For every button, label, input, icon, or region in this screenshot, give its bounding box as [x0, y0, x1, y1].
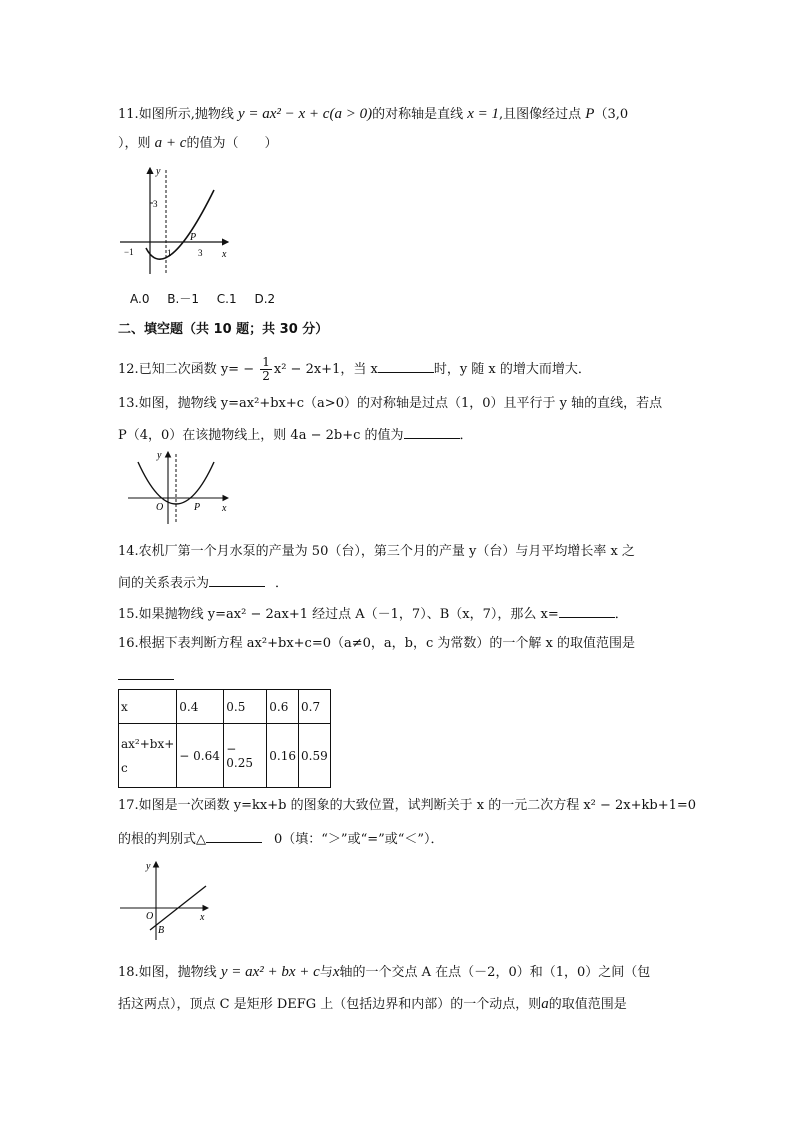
- q16-value-table: [118, 689, 331, 788]
- option-b[interactable]: B.－1: [167, 292, 199, 306]
- q14-line2: 间的关系表示为 ．: [118, 572, 288, 594]
- q11-parabola-figure: [116, 162, 236, 282]
- q17-line1: 17.如图是一次函数 y=kx+b 的图象的大致位置，试判断关于 x 的一元二次方程 x² − 2x+kb+1=0: [118, 798, 697, 813]
- answer-blank-12[interactable]: [378, 358, 434, 373]
- q17-line2: 的根的判别式△ 0（填：“＞”或“=”或“＜”）．: [118, 828, 444, 850]
- label-3-x: 3: [198, 248, 203, 258]
- fraction-half: $\frac{1}{2}$: [262, 355, 270, 383]
- point-b-label: B: [158, 925, 165, 936]
- y-label: y: [146, 861, 151, 872]
- option-c[interactable]: C.1: [216, 292, 237, 306]
- q16-line1: 16.根据下表判断方程 ax²+bx+c=0（a≠0，a，b，c 为常数）的一个解 x 的取值范围是: [118, 636, 635, 651]
- origin-label: O: [156, 502, 164, 513]
- q17-line-figure: [116, 858, 216, 944]
- label-3-y: 3: [153, 199, 158, 209]
- q14-line1: 14.农机厂第一个月水泵的产量为 50（台），第三个月的产量 y（台）与月平均增长率 x 之: [118, 544, 635, 559]
- q11-line1: 11.如图所示,抛物线 y = ax² − x + c(a > 0)的对称轴是直线 x = 1,且图像经过点 P（3,0: [118, 106, 629, 122]
- origin-label: O: [146, 911, 154, 922]
- q13-parabola-figure: [124, 448, 234, 526]
- option-d[interactable]: D.2: [254, 292, 276, 306]
- q18-line2: 括这两点），顶点 C 是矩形 DEFG 上（包括边界和内部）的一个动点，则a的取值范围是: [118, 996, 627, 1012]
- q11-line2: ），则 a + c的值为（ ）: [118, 135, 278, 151]
- answer-blank-14[interactable]: [209, 572, 265, 587]
- section-heading: 二、填空题（共 10 题；共 30 分）: [118, 322, 329, 337]
- answer-blank-16[interactable]: [118, 679, 174, 680]
- option-a[interactable]: A.0: [130, 292, 150, 306]
- table-row: ax²+bx+ c − 0.64 − 0.25 0.16 0.59: [119, 724, 331, 788]
- label-neg1: −1: [124, 247, 134, 257]
- label-1: 1: [167, 248, 172, 258]
- q11-options: [130, 289, 275, 309]
- table-row: x 0.4 0.5 0.6 0.7: [119, 690, 331, 724]
- answer-blank-15[interactable]: [559, 603, 615, 618]
- q18-line1: 18.如图，抛物线 y = ax² + bx + c与x轴的一个交点 A 在点（－2，0）和（1，0）之间（包: [118, 964, 651, 980]
- q15: 15.如果抛物线 y=ax² − 2ax+1 经过点 A（－1，7）、B（x，7），那么 x= ．: [118, 603, 628, 625]
- x-label: x: [200, 912, 205, 923]
- answer-blank-17[interactable]: [206, 828, 262, 843]
- y-label: y: [156, 166, 161, 177]
- q13-line2: P（4，0）在该抛物线上，则 4a − 2b+c 的值为 ．: [118, 424, 473, 446]
- answer-blank-13[interactable]: [404, 424, 460, 439]
- point-p-label: P: [194, 502, 201, 513]
- q13-line1: 13.如图，抛物线 y=ax²+bx+c（a>0）的对称轴是过点（1，0）且平行于 y 轴的直线，若点: [118, 396, 663, 411]
- x-label: x: [222, 249, 227, 260]
- x-label: x: [222, 503, 227, 514]
- q12: 12.已知二次函数 y= − $\frac{1}{2}$ x² − 2x+1，当 x 时，y 随 x 的增大而增大．: [118, 355, 591, 383]
- y-label: y: [157, 450, 162, 461]
- label-p: P: [190, 232, 197, 243]
